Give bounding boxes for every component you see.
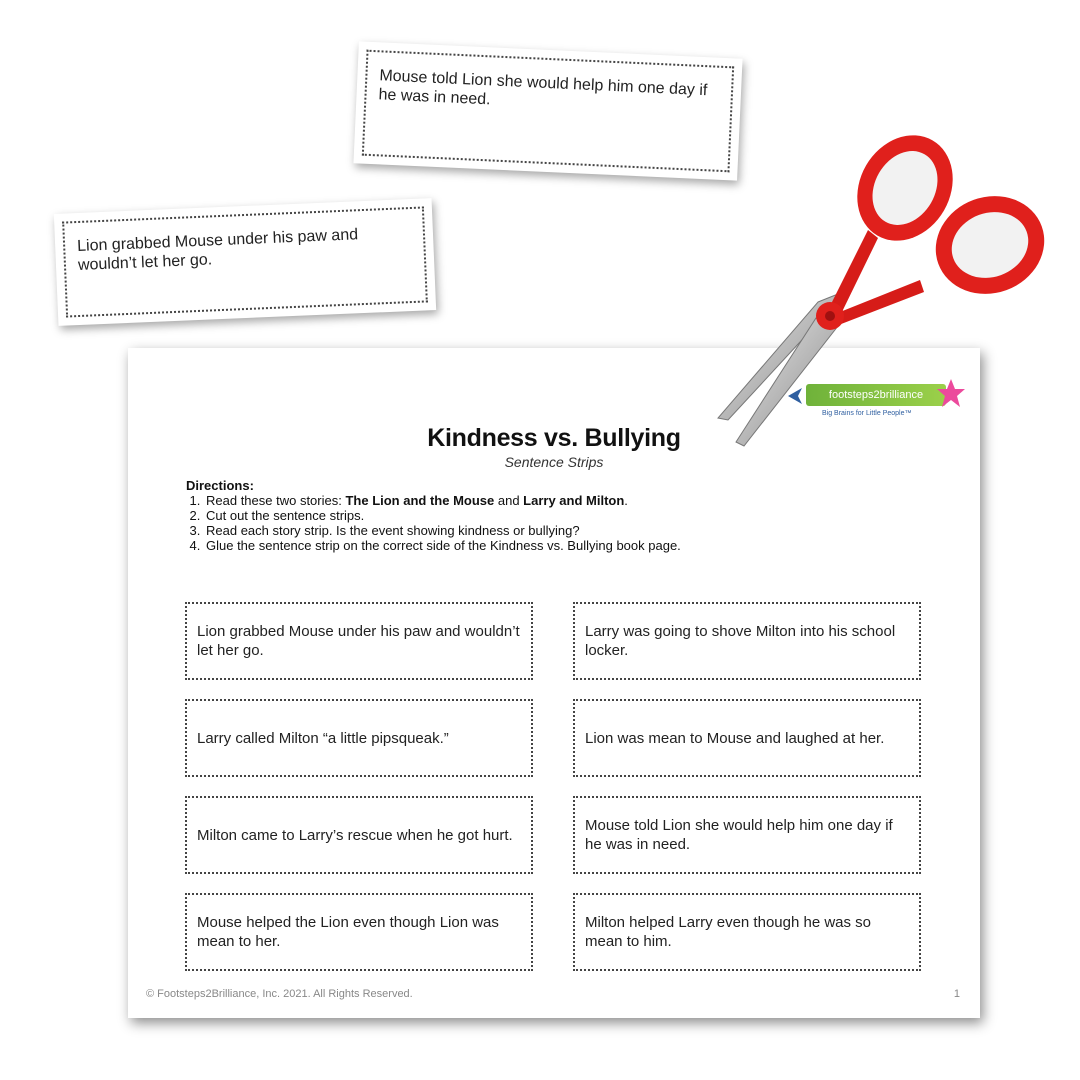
sentence-strip[interactable]: Milton came to Larry’s rescue when he got hurt.: [185, 796, 533, 874]
logo-tagline: Big Brains for Little People™: [822, 410, 912, 417]
sentence-strip[interactable]: Larry was going to shove Milton into his school locker.: [573, 602, 921, 680]
story-title: The Lion and the Mouse: [345, 493, 495, 508]
strip-text: Lion grabbed Mouse under his paw and wouldn’t let her go.: [62, 206, 428, 317]
direction-item: 3. Read each story strip. Is the event showing kindness or bullying?: [204, 523, 681, 538]
page-subtitle: Sentence Strips: [504, 454, 604, 470]
copyright-footer: © Footsteps2Brilliance, Inc. 2021. All Rights Reserved.: [146, 988, 413, 1000]
page-title: Kindness vs. Bullying: [427, 424, 681, 452]
direction-item: [204, 493, 681, 508]
sentence-strip[interactable]: Mouse told Lion she would help him one day if he was in need.: [573, 796, 921, 874]
story-title: Larry and Milton: [523, 493, 625, 508]
directions-list: [186, 493, 681, 553]
direction-text: .: [624, 493, 628, 508]
direction-item: 4. Glue the sentence strip on the correct side of the Kindness vs. Bullying book page.: [204, 538, 681, 553]
sentence-strip[interactable]: Larry called Milton “a little pipsqueak.”: [185, 699, 533, 777]
sentence-strip[interactable]: Lion was mean to Mouse and laughed at her.: [573, 699, 921, 777]
logo-wordmark: footsteps2brilliance: [806, 384, 946, 406]
sentence-strip[interactable]: Mouse helped the Lion even though Lion was mean to her.: [185, 893, 533, 971]
sentence-strip[interactable]: Lion grabbed Mouse under his paw and wouldn’t let her go.: [185, 602, 533, 680]
loose-sentence-strip[interactable]: [54, 198, 436, 326]
directions-heading: Directions:: [186, 478, 254, 493]
direction-text: Read these two stories:: [206, 493, 346, 508]
strip-text: Mouse told Lion she would help him one day if he was in need.: [362, 50, 734, 173]
page-number: 1: [953, 988, 960, 1000]
scissors-icon: [700, 120, 1070, 460]
sentence-strip[interactable]: Milton helped Larry even though he was so mean to him.: [573, 893, 921, 971]
direction-text: and: [494, 493, 524, 508]
loose-sentence-strip[interactable]: [353, 41, 742, 180]
direction-item: 2. Cut out the sentence strips.: [204, 508, 681, 523]
directions: [186, 478, 681, 553]
